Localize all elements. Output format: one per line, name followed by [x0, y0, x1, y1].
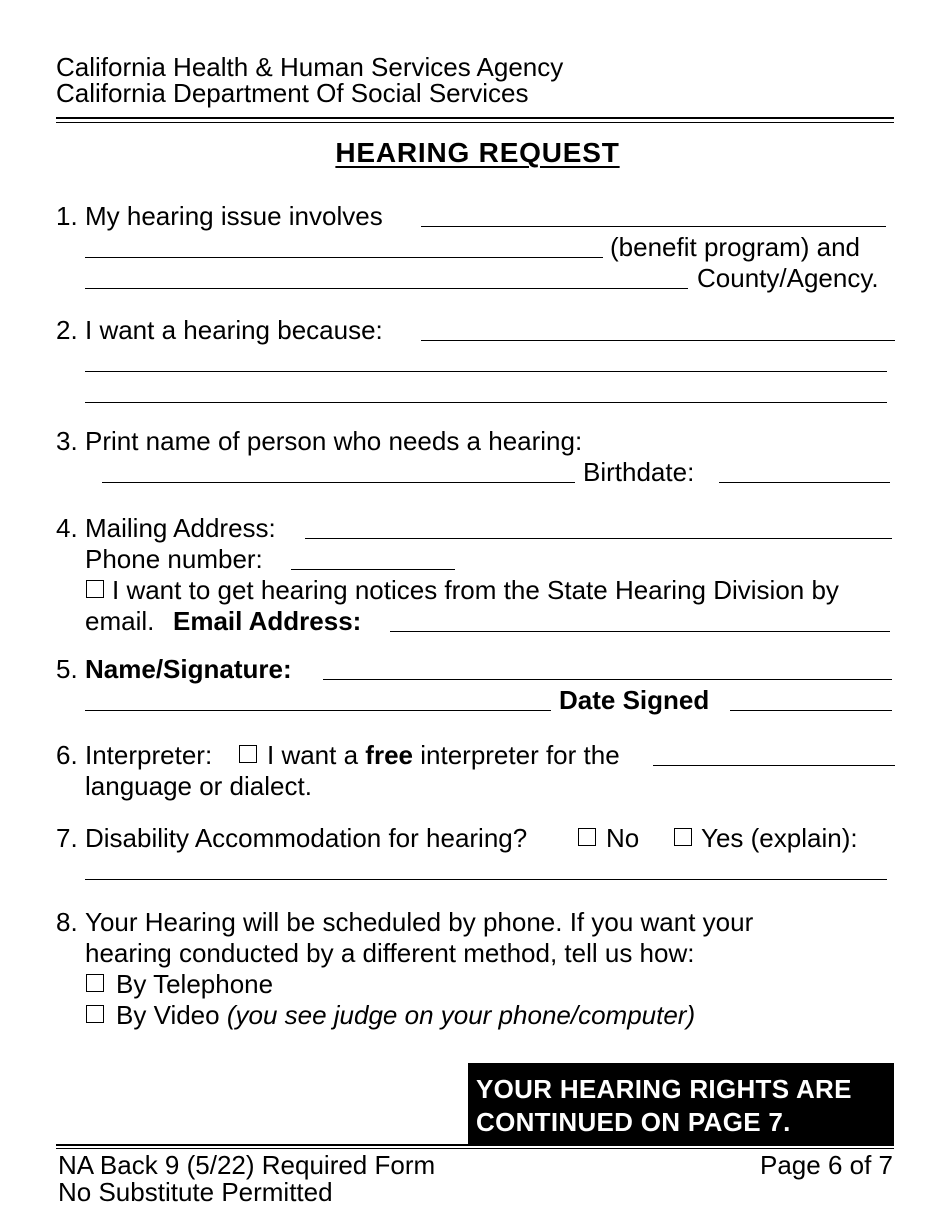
item-number: 3.	[56, 426, 78, 456]
signature-label: Name/Signature:	[85, 654, 292, 684]
interpreter-text-cont: language or dialect.	[85, 771, 312, 801]
interpreter-label: Interpreter:	[85, 740, 213, 770]
email-address-field[interactable]	[390, 631, 890, 632]
date-signed-field[interactable]	[730, 710, 892, 711]
mailing-address-label: Mailing Address:	[85, 513, 276, 543]
by-telephone-checkbox[interactable]	[86, 974, 104, 992]
mailing-address-field[interactable]	[305, 538, 892, 539]
hearing-reason-field-2[interactable]	[85, 371, 887, 372]
footer-rule-top	[56, 1144, 894, 1146]
callout-line-1: YOUR HEARING RIGHTS ARE	[476, 1074, 852, 1104]
item-number: 8.	[56, 907, 78, 937]
phone-number-label: Phone number:	[85, 544, 263, 574]
item-number: 1.	[56, 201, 78, 231]
item-number: 5.	[56, 654, 78, 684]
no-substitute-note: No Substitute Permitted	[58, 1177, 333, 1207]
hearing-method-text: Your Hearing will be scheduled by phone. If you want your	[85, 907, 754, 937]
disability-no-label: No	[606, 823, 640, 853]
disability-label: Disability Accommodation for hearing?	[85, 823, 528, 853]
hearing-reason-label: I want a hearing because:	[85, 315, 383, 345]
by-video-label: By Video	[116, 1000, 220, 1030]
footer-rule-bottom	[56, 1148, 894, 1149]
email-notices-text-cont: email.	[85, 606, 155, 636]
continued-callout	[468, 1063, 894, 1145]
birthdate-label: Birthdate:	[583, 457, 695, 487]
benefit-program-label: (benefit program) and	[610, 232, 861, 262]
hearing-method-text-cont: hearing conducted by a different method, tell us how:	[85, 938, 695, 968]
disability-yes-label: Yes (explain):	[701, 823, 858, 853]
callout-line-2: CONTINUED ON PAGE 7.	[476, 1107, 791, 1137]
person-name-label: Print name of person who needs a hearing:	[85, 426, 583, 456]
county-agency-field[interactable]	[85, 288, 688, 289]
by-video-note: (you see judge on your phone/computer)	[226, 1000, 696, 1030]
interpreter-language-field[interactable]	[653, 765, 895, 766]
hearing-reason-field-1[interactable]	[421, 340, 895, 341]
signature-field-2[interactable]	[85, 710, 551, 711]
item-number: 7.	[56, 823, 78, 853]
item-number: 6.	[56, 740, 78, 770]
email-address-label: Email Address:	[173, 606, 362, 636]
date-signed-label: Date Signed	[559, 685, 710, 715]
disability-explain-field[interactable]	[85, 879, 887, 880]
hearing-issue-field[interactable]	[421, 226, 886, 227]
person-name-field[interactable]	[102, 482, 575, 483]
benefit-program-field[interactable]	[85, 257, 603, 258]
page-number: Page 6 of 7	[760, 1150, 893, 1180]
form-title: HEARING REQUEST	[335, 137, 620, 168]
hearing-issue-label: My hearing issue involves	[85, 201, 383, 231]
interpreter-text	[267, 742, 620, 768]
interpreter-text-a: I want a	[267, 740, 359, 770]
agency-name: California Health & Human Services Agency	[56, 52, 564, 82]
form-id: NA Back 9 (5/22) Required Form	[58, 1150, 436, 1180]
county-agency-label: County/Agency.	[697, 263, 879, 293]
hearing-reason-field-3[interactable]	[85, 402, 887, 403]
email-notices-text: I want to get hearing notices from the State Hearing Division by	[112, 575, 839, 605]
interpreter-free: free	[365, 740, 413, 770]
by-video-checkbox[interactable]	[86, 1005, 104, 1023]
item-number: 2.	[56, 315, 78, 345]
phone-number-field[interactable]	[291, 569, 455, 570]
interpreter-checkbox[interactable]	[239, 745, 257, 763]
item-number: 4.	[56, 513, 78, 543]
disability-yes-checkbox[interactable]	[674, 828, 692, 846]
email-notices-checkbox[interactable]	[86, 580, 104, 598]
by-video-option	[116, 1002, 695, 1028]
header-rule-bottom	[56, 122, 894, 123]
department-name: California Department Of Social Services	[56, 78, 529, 108]
interpreter-text-b: interpreter for the	[420, 740, 620, 770]
by-telephone-label: By Telephone	[116, 969, 274, 999]
disability-no-checkbox[interactable]	[578, 828, 596, 846]
signature-field[interactable]	[323, 679, 892, 680]
birthdate-field[interactable]	[719, 482, 890, 483]
header-rule-top	[56, 117, 894, 119]
